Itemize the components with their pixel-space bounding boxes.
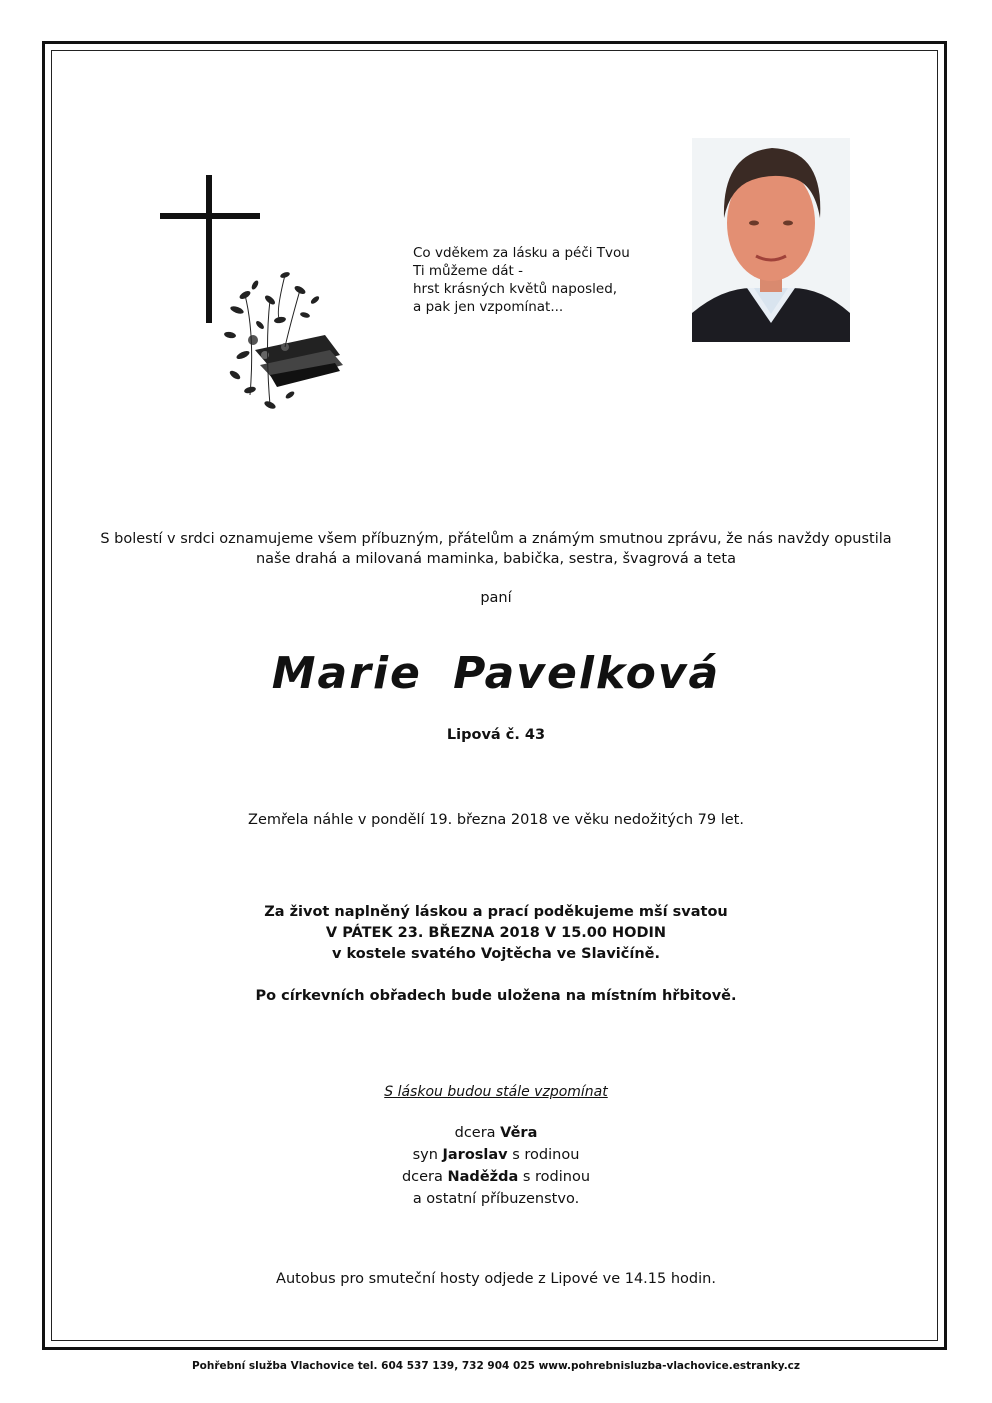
poem-line: Co vděkem za lásku a péči Tvou [413,245,630,261]
death-notice: Zemřela náhle v pondělí 19. března 2018 ve věku nedožitých 79 let. [248,812,744,828]
funeral-service-footer: Pohřební služba Vlachovice tel. 604 537 139, 732 904 025 www.pohrebnisluzba-vlachovice.estranky.cz [191,1360,801,1372]
intro-line: naše drahá a milovaná maminka, babička, sestra, švagrová a teta [255,551,736,567]
mourner-name: Jaroslav [442,1147,508,1163]
mourner-row: dcera Naděžda s rodinou [401,1169,591,1185]
mourner-row: a ostatní příbuzenstvo. [412,1191,580,1207]
poem [413,244,630,316]
mourners-heading: S láskou budou stále vzpomínat [384,1084,608,1100]
funeral-mass-info [0,902,992,965]
mass-line: Za život naplněný láskou a prací poděkujeme mší svatou [264,904,728,920]
poem-line: Ti můžeme dát - [413,263,524,279]
poem-line: hrst krásných květů naposled, [413,281,618,297]
mourner-row: syn Jaroslav s rodinou [412,1147,580,1163]
bus-info: Autobus pro smuteční hosty odjede z Lipové ve 14.15 hodin. [276,1271,716,1287]
poem-line: a pak jen vzpomínat... [413,299,564,315]
mourners-list [0,1122,992,1210]
cross-icon-bar [160,213,260,219]
address: Lipová č. 43 [446,727,546,743]
mourner-name: Věra [500,1125,538,1141]
cross-icon [206,175,212,323]
intro-line: S bolestí v srdci oznamujeme všem příbuzným, přátelům a známým smutnou zprávu, že nás navždy opustila [100,531,892,547]
mass-line: v kostele svatého Vojtěcha ve Slavičíně. [332,946,660,962]
burial-info: Po církevních obřadech bude uložena na místním hřbitově. [255,988,737,1004]
flower-book-illustration [215,255,350,420]
portrait-photo [692,138,850,342]
mourner-name: Naděžda [447,1169,519,1185]
mass-line: V PÁTEK 23. BŘEZNA 2018 V 15.00 HODIN [325,925,667,941]
salutation: paní [480,590,512,606]
deceased-name: Marie Pavelková [271,648,721,699]
announcement-intro [0,529,992,569]
mourner-row: dcera Věra [454,1125,538,1141]
